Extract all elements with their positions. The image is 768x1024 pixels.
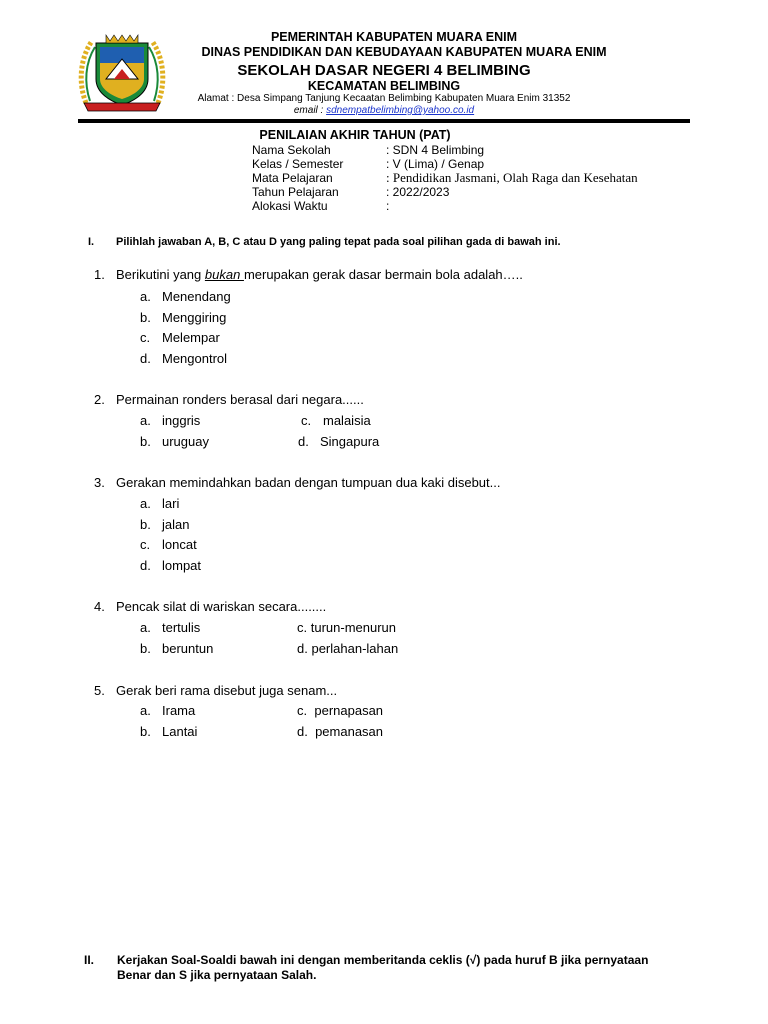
header-divider: [78, 119, 690, 123]
option-4d[interactable]: d. perlahan-lahan: [297, 641, 399, 656]
option-3c[interactable]: c. loncat: [140, 537, 197, 552]
question-2: [94, 392, 364, 407]
section-2-line-1: Kerjakan Soal-Soaldi bawah ini dengan memberitanda ceklis (√) pada huruf B jika pernyataan: [117, 953, 649, 967]
option-1c[interactable]: c. Melempar: [140, 330, 220, 345]
question-1: [94, 267, 523, 282]
option-2a[interactable]: a. inggris: [140, 413, 201, 428]
section-1-instruction: [88, 236, 561, 248]
header-district: KECAMATAN BELIMBING: [307, 79, 461, 93]
question-number: 1.: [94, 267, 105, 282]
option-3b[interactable]: b. jalan: [140, 517, 190, 532]
info-value-school: : SDN 4 Belimbing: [386, 143, 485, 157]
option-4a[interactable]: a. tertulis: [140, 620, 201, 635]
option-5c[interactable]: c. pernapasan: [297, 703, 384, 718]
option-5b[interactable]: b. Lantai: [140, 724, 198, 739]
option-5a[interactable]: a. Irama: [140, 703, 196, 718]
option-4c[interactable]: c. turun-menurun: [297, 620, 397, 635]
exam-title: PENILAIAN AKHIR TAHUN (PAT): [259, 128, 451, 142]
question-emphasis: bukan: [204, 267, 244, 282]
option-3a[interactable]: a. lari: [140, 496, 180, 511]
info-label-school: Nama Sekolah: [252, 143, 331, 157]
info-value-subject: : Pendidikan Jasmani, Olah Raga dan Kesehatan: [386, 170, 638, 185]
header-department: DINAS PENDIDIKAN DAN KEBUDAYAAN KABUPATEN MUARA ENIM: [201, 45, 607, 59]
option-2b[interactable]: b. uruguay: [140, 434, 209, 449]
email-link[interactable]: sdnempatbelimbing@yahoo.co.id: [326, 105, 475, 116]
option-1d[interactable]: d. Mengontrol: [140, 351, 228, 366]
info-value-class: : V (Lima) / Genap: [386, 157, 485, 171]
option-5d[interactable]: d. pemanasan: [297, 724, 384, 739]
option-4b[interactable]: b. beruntun: [140, 641, 214, 656]
info-label-year: Tahun Pelajaran: [252, 185, 339, 199]
info-label-time: Alokasi Waktu: [252, 199, 328, 213]
header-government: PEMERINTAH KABUPATEN MUARA ENIM: [270, 30, 518, 44]
header-email-line: [0, 105, 768, 116]
option-1a[interactable]: a. Menendang: [140, 289, 231, 304]
option-1b[interactable]: b. Menggiring: [140, 310, 227, 325]
info-label-subject: Mata Pelajaran: [252, 171, 333, 185]
email-label: email :: [293, 105, 327, 116]
info-value-time: :: [386, 199, 390, 213]
header-school-name: SEKOLAH DASAR NEGERI 4 BELIMBING: [237, 62, 531, 79]
section-2-number: II.: [84, 953, 95, 967]
option-2d[interactable]: d. Singapura: [298, 434, 380, 449]
section-1-text: Pilihlah jawaban A, B, C atau D yang paling tepat pada soal pilihan gada di bawah ini.: [116, 236, 561, 248]
question-number: 5.: [94, 683, 105, 698]
question-number: 4.: [94, 599, 105, 614]
header-address: Alamat : Desa Simpang Tanjung Kecaatan Belimbing Kabupaten Muara Enim 31352: [197, 93, 571, 104]
question-text-rest: merupakan gerak dasar bermain bola adalah…..: [243, 267, 523, 282]
question-text: Gerakan memindahkan badan dengan tumpuan dua kaki disebut...: [116, 475, 501, 490]
question-number: 2.: [94, 392, 105, 407]
question-4: [94, 599, 326, 614]
question-text: Berikutini yang: [116, 267, 205, 282]
option-3d[interactable]: d. lompat: [140, 558, 202, 573]
question-text: Gerak beri rama disebut juga senam...: [116, 683, 338, 698]
option-2c[interactable]: c. malaisia: [301, 413, 371, 428]
info-label-class: Kelas / Semester: [252, 157, 344, 171]
info-value-year: : 2022/2023: [386, 185, 450, 199]
section-1-number: I.: [88, 236, 95, 248]
question-3: [94, 475, 500, 490]
section-2-line-2: Benar dan S jika pernyataan Salah.: [117, 968, 317, 982]
question-5: [94, 683, 337, 698]
question-text: Pencak silat di wariskan secara........: [116, 599, 327, 614]
question-text: Permainan ronders berasal dari negara......: [116, 392, 364, 407]
question-number: 3.: [94, 475, 105, 490]
